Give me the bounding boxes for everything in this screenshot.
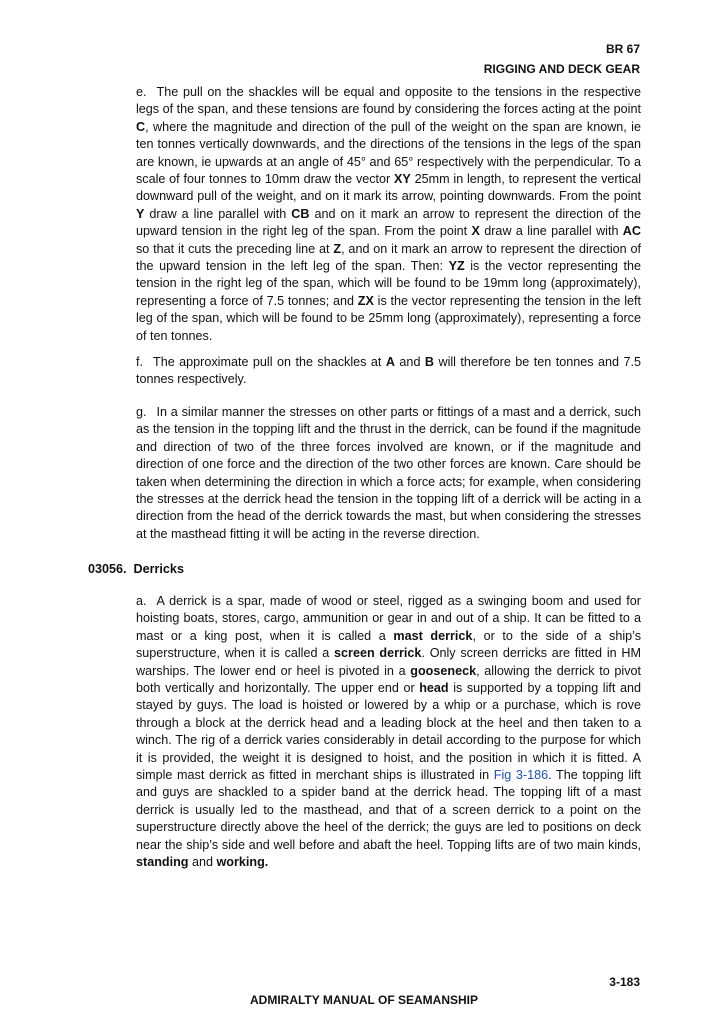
paragraph-f: f. The approximate pull on the shackles at A and B will therefore be ten tonnes and 7.5 tonnes respectively.	[136, 355, 641, 387]
paragraph-label: a.	[136, 594, 147, 608]
footer-title: ADMIRALTY MANUAL OF SEAMANSHIP	[250, 993, 478, 1007]
paragraph-a: a. A derrick is a spar, made of wood or steel, rigged as a swinging boom and used for hoisting boats, stores, cargo, ammunition or gear in and out of a ship. It can be fitted to a mast or a king post, when it is called a mast derrick, or to the side of a ship’s superstructure, when it is called a screen derrick. Only screen derricks are fitted in HM warships. The lower end or heel is pivoted in a gooseneck, allowing the derrick to pivot both vertically and horizontally. The upper end or head is supported by a topping lift and stayed by guys. The load is hoisted or lowered by a whip or a purchase, which is rove through a block at the derrick head and a leading block at the heel and then taken to a winch. The rig of a derrick varies considerably in detail according to the purpose for which it is provided, the weight it is designed to hoist, and the position in which it is fitted. A simple mast derrick as fitted in merchant ships is illustrated in Fig 3-186. The topping lift and guys are shackled to a spider band at the derrick head. The topping lift of a mast derrick is usually led to the masthead, and that of a screen derrick to a point on the superstructure directly above the heel of the derrick; the guys are led to positions on deck near the ship’s side and well before and abaft the heel. Topping lifts are of two main kinds, standing and working.	[136, 594, 642, 870]
paragraph-label: e.	[136, 85, 147, 99]
section-title: Derricks	[133, 562, 184, 576]
paragraph-label: g.	[136, 405, 147, 419]
paragraph-g: g. In a similar manner the stresses on other parts or fittings of a mast and a derrick, such as the tension in the topping lift and the thrust in the derrick, can be found if the magnitude and direction of two of the three forces involved are known, or if the magnitude and direction of one force and the direction of the two other forces are known. Care should be taken when determining the direction in which a force acts; for example, when considering the stresses at the derrick head the tension in the topping lift of a derrick will be acting in a direction from the head of the derrick towards the mast, but when considering the stresses at the masthead fitting it will be acting in the reverse direction.	[136, 405, 641, 541]
page-number: 3-183	[609, 975, 640, 989]
paragraph-label: f.	[136, 355, 143, 369]
section-heading	[88, 561, 184, 578]
section-number: 03056.	[88, 562, 127, 576]
header-code: BR 67	[605, 42, 640, 56]
paragraph-e: e. The pull on the shackles will be equal and opposite to the tensions in the respective legs of the span, and these tensions are found by considering the forces acting at the point C, where the magnitude and direction of the pull of the weight on the span are known, ie ten tonnes vertically downwards, and the directions of the tensions in the legs of the span are known, ie upwards at an angle of 45° and 65° respectively with the perpendicular. To a scale of four tonnes to 10mm draw the vector XY 25mm in length, to represent the vertical downward pull of the weight, and on it mark its arrow, pointing downwards. From the point Y draw a line parallel with CB and on it mark an arrow to represent the direction of the upward tension in the right leg of the span. From the point X draw a line parallel with AC so that it cuts the preceding line at Z, and on it mark an arrow to represent the direction of the upward tension in the left leg of the span. Then: YZ is the vector representing the tension in the right leg of the span, which will be found to be 19mm long (approximately), representing a force of 7.5 tonnes; and ZX is the vector representing the tension in the left leg of the span, which will be found to be 25mm long (approximately), representing a force of ten tonnes.	[136, 85, 642, 343]
header-title: RIGGING AND DECK GEAR	[483, 62, 640, 76]
figure-link[interactable]: Fig 3-186	[493, 768, 549, 783]
